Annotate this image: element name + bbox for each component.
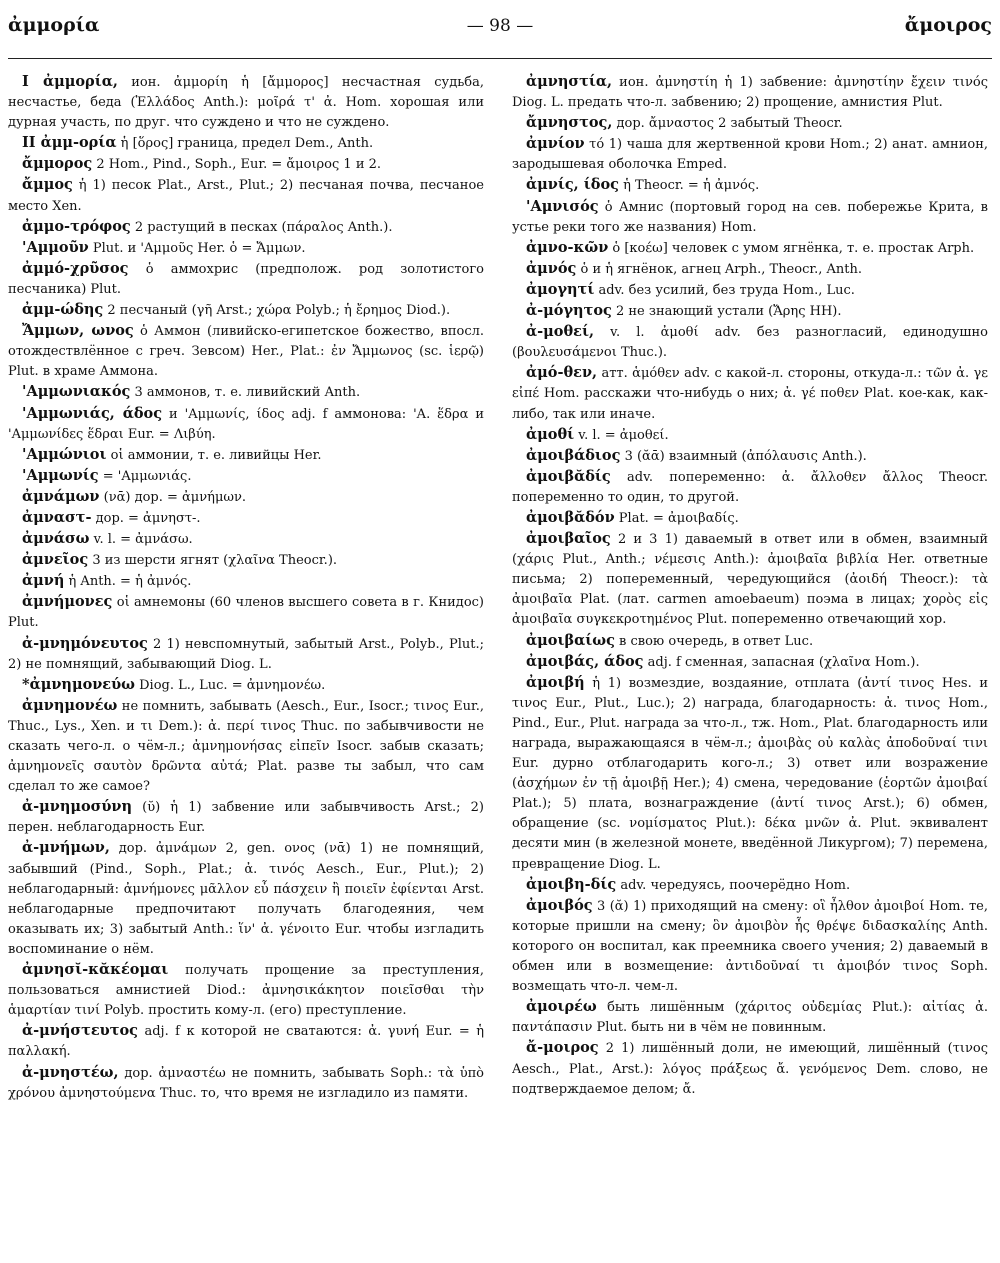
dictionary-entry (8, 404, 484, 445)
entry-definition: = 'Αμμωνιάς. (102, 468, 192, 484)
entry-headword: ἀμνίον (526, 135, 585, 153)
entry-definition: в свою очередь, в ответ Luc. (619, 633, 814, 649)
entry-definition: ἡ 1) песок Plat., Arst., Plut.; 2) песчаная почва, песчаное место Xen. (8, 178, 484, 214)
dictionary-entry (8, 696, 484, 797)
entry-definition: adv. попеременно: ἀ. ἄλλοθεν ἄλλος Theocr. попеременно то один, то другой. (512, 469, 988, 505)
entry-definition: v. l. = ἀμνάσω. (93, 532, 193, 548)
dictionary-entry (512, 134, 988, 175)
dictionary-entry (8, 300, 484, 321)
entry-headword: I ἀμμορία, (22, 73, 118, 90)
entry-headword: II ἀμμ-ορία (22, 134, 117, 152)
entry-definition: ἡ Theocr. = ἡ ἀμνός. (623, 178, 760, 194)
dictionary-entry (8, 259, 484, 300)
entry-headword: ἀμνησῐ-κᾰκέομαι (22, 961, 169, 979)
entry-definition: (νᾱ) дор. = ἀμνήμων. (103, 489, 247, 505)
entry-headword: ἀ-μνημοσύνη (22, 798, 133, 816)
dictionary-entry (8, 72, 484, 133)
entry-definition: v. l. ἀμοθί adv. без разногласий, единодушно (βουλευσάμενοι Thuc.). (512, 325, 988, 361)
entry-headword: ἀμοιβᾰδίς (526, 467, 611, 485)
entry-definition: ὁ Аммон (ливийско-египетское божество, впосл. отождествлённое с греч. Зевсом) Her., Plat.: ἐν Ἄμμωνος (sc. ἱερῷ) Plut. в храме Аммона. (8, 324, 484, 380)
entry-definition: 2 не знающий устали (Ἄρης HH). (615, 304, 842, 320)
entry-headword: ἀμό-θεν, (526, 364, 598, 382)
entry-definition: дор. = ἀμνηστ-. (95, 510, 201, 526)
entry-headword: ἀ-μνηστέω, (22, 1063, 119, 1081)
dictionary-entry (512, 631, 988, 652)
entry-definition: ὁ и ἡ ягнёнок, агнец Arph., Theocr., Anth. (580, 261, 863, 277)
right-column (512, 72, 988, 1252)
dictionary-entry (512, 508, 988, 529)
dictionary-entry (8, 508, 484, 529)
entry-headword: ἀμνή (22, 572, 65, 590)
entry-definition: adj. f к которой не сватаются: ἀ. γυνή Eur. = ἡ παλλακή. (8, 1024, 484, 1060)
entry-headword: ἀμνάσω (22, 530, 90, 548)
entry-definition: ὁ Амнис (портовый город на сев. побережье Крита, в устье реки того же названия) Hom. (512, 199, 988, 235)
dictionary-entry (8, 154, 484, 175)
entry-definition: ἡ 1) возмездие, воздаяние, отплата (ἀντί τινος Hes. и τινος Eur., Plut., Luc.); 2) награда, благодарность: ἀ. τινος Hom., Pind., Eur., Plut. награда за что-л., тж. Hom., Plat. благодарность или награда, выражающаяся в чём-л.; ἀμοιβὰς οὐ καλὰς ἀποδοῦναί τινι Eur. дурно отблагодарить кого-л.; 3) ответ или возражение (ἀσχήμων ἐν τῇ ἀμοιβῇ Her.); 4) смена, чередование (ἑορτῶν ἀμοιβαί Plat.); 5) плата, вознаграждение (ἀντί τινος Arst.); 6) обмен, обращение (sc. νομίσματος Plut.): δέκα μνῶν ἀ. Plut. эквивалент десяти мин (в железной монете, введённой Ликургом); 7) перемена, превращение Diog. L. (512, 675, 988, 872)
entry-headword: ἀμοιβαῖος (526, 530, 611, 548)
dictionary-entry (8, 1021, 484, 1062)
entry-headword: ἀμοιβός (526, 896, 593, 914)
entry-headword: ἀμνάμων (22, 487, 100, 505)
entry-headword: ἀμοιρέω (526, 998, 597, 1016)
entry-headword: ἄμνηστος, (526, 114, 613, 132)
entry-definition: 3 аммонов, т. е. ливийский Anth. (134, 385, 361, 401)
dictionary-entry (8, 382, 484, 403)
entry-definition: 2 Hom., Pind., Soph., Eur. = ἄμοιρος 1 и 2. (96, 157, 382, 173)
entry-definition: атт. ἁμόθεν adv. с какой-л. стороны, откуда-л.: τῶν ἀ. γε εἰπέ Hom. расскажи что-нибудь о них; ἀ. γέ ποθεν Plat. кое-как, как-либо, так или иначе. (512, 366, 988, 422)
dictionary-entry (8, 175, 484, 216)
entry-headword: ἀμναστ- (22, 508, 92, 526)
entry-headword: ἀμοιβᾰδόν (526, 508, 615, 526)
entry-definition: 2 растущий в песках (πάραλος Anth.). (134, 219, 393, 235)
page-number: — 98 — (466, 16, 534, 36)
header-divider (8, 58, 992, 59)
dictionary-entry (8, 133, 484, 154)
dictionary-entry (8, 321, 484, 382)
dictionary-entry (512, 875, 988, 896)
entry-definition: 3 (ᾰ) 1) приходящий на смену: οἳ ἦλθον ἀμοιβοί Hom. те, которые пришли на смену; ὃν ἀμοιβὸν ἧς θρέψε διδασκαλίης Anth. которого он воспитал, как преемника своего учения; 2) даваемый в обмен или в возмещение: ἀντιδοῦναί τι ἀμοιβόν τινος Soph. возмещать что-л. чем-л. (512, 898, 988, 995)
entry-definition: οἱ амнемоны (60 членов высшего совета в г. Книдос) Plut. (8, 595, 484, 631)
entry-definition: дор. ἀμνάμων 2, gen. ονος (νᾱ) 1) не помнящий, забывший (Pind., Soph., Plat.; ἀ. τινός Aesch., Eur., Plut.); 2) неблагодарный: ἀμνήμονες μᾶλλον εὖ πάσχειν ἢ ποιεῖν ἐφίενται Arst. неблагодарные предпочитают получать благодеяния, чем оказывать их; 3) забытый Anth.: ἵν' ἀ. γένοιτο Eur. чтобы изгладить воспоминание о нём. (8, 841, 484, 957)
entry-definition: 2 1) лишённый доли, не имеющий, лишённый (τινος Aesch., Plat., Arst.): λόγος πράξεως ἄ. γενόμενος Dem. слово, не подтверждаемое делом; ἄ. (512, 1041, 988, 1097)
entry-headword: ἀμνο-κῶν (526, 238, 609, 256)
entry-headword: ἀμοθί (526, 425, 575, 443)
dictionary-entry (8, 797, 484, 838)
dictionary-entry (512, 259, 988, 280)
entry-headword: ἀ-μνημόνευτος (22, 634, 148, 652)
entry-definition: получать прощение за преступления, пользоваться амнистией Diod.: ἀμνησικάκητον ποιεῖσθαι τὴν ἁμαρτίαν τινί Polyb. простить кому-л. (его) преступление. (8, 963, 484, 1019)
entry-definition: Plut. и 'Αμμοῦς Her. ὁ = Ἄμμων. (92, 240, 306, 256)
entry-headword: 'Αμνισός (526, 197, 599, 215)
dictionary-entry (8, 550, 484, 571)
entry-definition: v. l. = ἀμοθεί. (578, 427, 669, 443)
entry-definition: ион. ἀμμορίη ἡ [ἄμμορος] несчастная судьба, несчастье, беда (Ἑλλάδος Anth.): μοῖρά τ' ἀ. Hom. хорошая или дурная участь, по друг. что суждено и что не суждено. (8, 75, 484, 131)
dictionary-entry (512, 529, 988, 630)
dictionary-entry (8, 529, 484, 550)
dictionary-entry (512, 322, 988, 363)
dictionary-entry (8, 1063, 484, 1104)
entry-headword: ἀμοιβάδιος (526, 446, 621, 464)
entry-definition: ὁ аммохрис (предполож. род золотистого песчаника) Plut. (8, 261, 484, 297)
entry-headword: ἀμνός (526, 259, 577, 277)
entry-headword: ἀ-μνήστευτος (22, 1022, 138, 1040)
dictionary-entry (512, 363, 988, 424)
entry-headword: 'Αμμωνιακός (22, 383, 131, 401)
entry-headword: 'Αμμώνιοι (22, 445, 107, 463)
entry-definition: дор. ἀμναστέω не помнить, забывать Soph.: τὰ ὑπὸ χρόνου ἀμνηστούμενα Thuc. то, что время не изгладило из памяти. (8, 1065, 484, 1101)
dictionary-entry (8, 466, 484, 487)
entry-headword: *ἀμνημονεύω (22, 675, 135, 693)
dictionary-entry (8, 675, 484, 696)
dictionary-entry (8, 592, 484, 633)
entry-headword: ἄ-μοιρος (526, 1039, 599, 1057)
dictionary-entry (512, 997, 988, 1038)
entry-headword: ἀμνήμονες (22, 593, 113, 611)
page-header (8, 14, 992, 44)
entry-definition: ἡ [ὅρος] граница, предел Dem., Anth. (120, 136, 374, 152)
dictionary-entry (512, 425, 988, 446)
entry-headword: ἄμμορος (22, 155, 93, 173)
entry-headword: ἀ-μόγητος (526, 302, 612, 320)
dictionary-entry (8, 445, 484, 466)
entry-headword: ἄμμος (22, 176, 73, 194)
entry-headword: ἀμοιβή (526, 673, 585, 691)
entry-headword: ἀμμό-χρῦσος (22, 259, 129, 277)
dictionary-entry (8, 487, 484, 508)
entry-headword: ἀμοιβάς, άδος (526, 652, 644, 670)
running-head-right: ἄμοιρος (904, 14, 992, 36)
entry-headword: ἀμμο-τρόφος (22, 217, 131, 235)
entry-headword: 'Αμμωνίς (22, 466, 99, 484)
entry-definition: adv. без усилий, без труда Hom., Luc. (598, 282, 855, 298)
entry-headword: ἀμοιβαίως (526, 631, 615, 649)
entry-definition: ἡ Anth. = ἡ ἀμνός. (68, 574, 192, 590)
running-head-left: ἀμμορία (8, 14, 100, 36)
dictionary-entry (8, 571, 484, 592)
entry-definition: 2 1) невспомнутый, забытый Arst., Polyb., Plut.; 2) не помнящий, забывающий Diog. L. (8, 636, 484, 672)
dictionary-entry (512, 197, 988, 238)
entry-headword: ἀμνίς, ίδος (526, 176, 619, 194)
entry-definition: Plat. = ἀμοιβαδίς. (618, 510, 739, 526)
entry-definition: ὁ [κοέω] человек с умом ягнёнка, т. е. простак Arph. (612, 240, 975, 256)
dictionary-entry (8, 634, 484, 675)
dictionary-entry (512, 280, 988, 301)
entry-definition: не помнить, забывать (Aesch., Eur., Isocr.; τινος Eur., Thuc., Lys., Xen. и τι Dem.): ἀ. περί τινος Thuc. по забывчивости не сказать чего-л. о чём-л.; ἀμνημονήσας εἰπεῖν Isocr. забыв сказать; ἀμνημονεῖς σαυτὸν δρῶντα αὐτά; Plat. разве ты забыл, что сам сделал то же самое? (8, 698, 484, 795)
dictionary-entry (512, 1038, 988, 1099)
entry-headword: ἀμοιβη-δίς (526, 875, 617, 893)
dictionary-entry (512, 896, 988, 997)
dictionary-entry (512, 652, 988, 673)
entry-headword: ἀμνηστία, (526, 73, 613, 90)
entry-headword: ἀμνεῖος (22, 551, 89, 569)
dictionary-entry (512, 467, 988, 508)
dictionary-entry (512, 113, 988, 134)
entry-definition: 2 песчаный (γῆ Arst.; χώρα Polyb.; ἡ ἔρημος Diod.). (107, 303, 451, 319)
entry-definition: adv. чередуясь, поочерёдно Hom. (620, 877, 851, 893)
dictionary-entry (512, 72, 988, 113)
dictionary-entry (512, 175, 988, 196)
dictionary-entry (8, 960, 484, 1021)
dictionary-entry (8, 238, 484, 259)
entry-headword: 'Αμμοῦν (22, 238, 89, 256)
entry-definition: ион. ἀμνηστίη ἡ 1) забвение: ἀμνηστίην ἔχειν τινός Diog. L. предать что-л. забвению; 2) прощение, амнистия Plut. (512, 75, 988, 111)
entry-headword: ἀμογητί (526, 280, 595, 298)
entry-definition: Diog. L., Luc. = ἀμνημονέω. (139, 677, 326, 693)
entry-definition: οἱ аммонии, т. е. ливийцы Her. (110, 447, 322, 463)
entry-definition: быть лишённым (χάριτος οὐδεμίας Plut.): αἰτίας ἀ. παντάπασιν Plut. быть ни в чём не повинным. (512, 1000, 988, 1036)
dictionary-entry (8, 217, 484, 238)
entry-headword: 'Αμμωνιάς, άδος (22, 404, 163, 422)
left-column (8, 72, 484, 1252)
dictionary-entry (512, 446, 988, 467)
entry-headword: ἀ-μνήμων, (22, 839, 110, 857)
dictionary-entry (512, 238, 988, 259)
entry-definition: 3 из шерсти ягнят (χλαῖνα Theocr.). (92, 553, 338, 569)
entry-definition: 2 и 3 1) даваемый в ответ или в обмен, взаимный (χάρις Plut., Anth.; νέμεσις Anth.): ἀμοιβαῖα βιβλία Her. ответные письма; 2) попеременный, чередующийся (ἀοιδή Theocr.): τὰ ἀμοιβαῖα Plat. (лат. carmen amoebaeum) поэма в лицах; χορὸς εἰς ἀμοιβαῖα συγκεκροτημένος Plut. попеременно отвечающий хор. (512, 532, 988, 628)
entry-definition: adj. f сменная, запасная (χλαῖνα Hom.). (647, 654, 920, 670)
dictionary-entry (512, 301, 988, 322)
entry-headword: Ἄμμων, ωνος (22, 322, 134, 340)
dictionary-entry (8, 838, 484, 960)
dictionary-entry (512, 673, 988, 875)
entry-headword: ἀ-μοθεί, (526, 323, 595, 341)
entry-definition: дор. ἄμναστος 2 забытый Theocr. (616, 116, 843, 132)
entry-definition: 3 (ᾰᾱ) взаимный (ἀπόλαυσις Anth.). (624, 448, 867, 464)
entry-definition: (ῠ) ἡ 1) забвение или забывчивость Arst.; 2) перен. неблагодарность Eur. (8, 800, 484, 836)
entry-headword: ἀμμ-ώδης (22, 301, 104, 319)
entry-definition: и 'Αμμωνίς, ίδος adj. f аммонова: 'Α. ἕδρα и 'Αμμωνίδες ἕδραι Eur. = Λιβύη. (8, 406, 484, 442)
entry-headword: ἀμνημονέω (22, 696, 118, 714)
entry-definition: τό 1) чаша для жертвенной крови Hom.; 2) анат. амнион, зародышевая оболочка Emped. (512, 137, 988, 173)
